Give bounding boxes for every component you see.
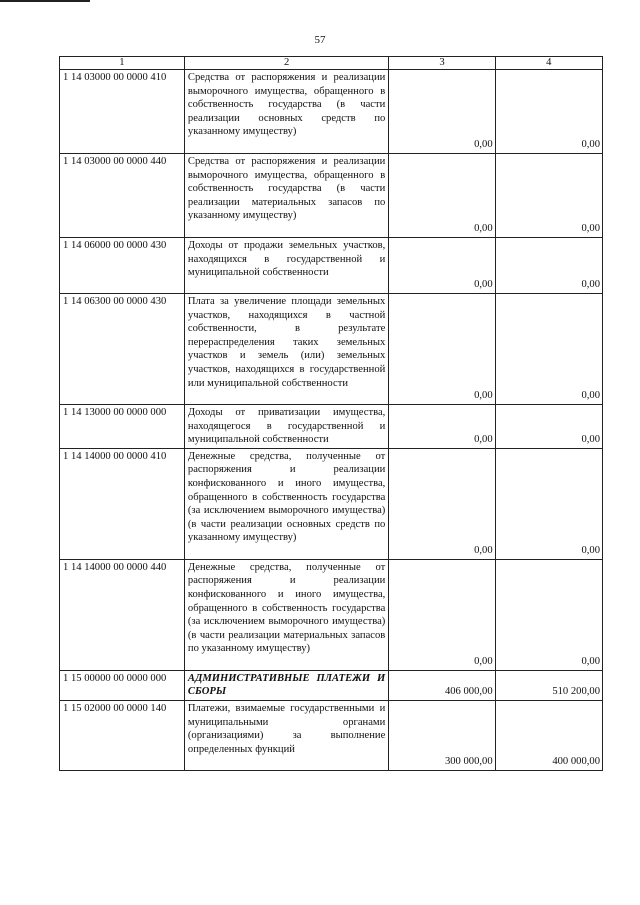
code-cell: 1 14 14000 00 0000 410	[60, 448, 185, 559]
description-cell: Денежные средства, полученные от распоряжения и реализации конфискованного и иного имущества, обращенного в собственность государства (за исключением выморочного имущества) (в части реализации основных средств по указанному имуществу)	[184, 448, 388, 559]
column-header: 2	[184, 57, 388, 70]
value-col3-cell: 0,00	[389, 405, 495, 449]
value-col3-cell: 0,00	[389, 70, 495, 154]
table-row	[60, 448, 603, 559]
value-col4-cell: 0,00	[495, 70, 602, 154]
value-col4-cell: 0,00	[495, 405, 602, 449]
code-cell: 1 14 03000 00 0000 440	[60, 154, 185, 238]
page-number: 57	[314, 34, 326, 46]
code-cell: 1 15 02000 00 0000 140	[60, 700, 185, 770]
table-row	[60, 559, 603, 670]
description-cell: Доходы от продажи земельных участков, находящихся в государственной и муниципальной собственности	[184, 238, 388, 294]
value-col4-cell: 0,00	[495, 238, 602, 294]
table-row	[60, 238, 603, 294]
table-row	[60, 700, 603, 770]
code-cell: 1 14 13000 00 0000 000	[60, 405, 185, 449]
value-col3-cell: 0,00	[389, 154, 495, 238]
code-cell: 1 15 00000 00 0000 000	[60, 670, 185, 700]
code-cell: 1 14 06000 00 0000 430	[60, 238, 185, 294]
value-col3-cell: 0,00	[389, 238, 495, 294]
value-col3-cell: 300 000,00	[389, 700, 495, 770]
description-cell: Плата за увеличение площади земельных участков, находящихся в частной собственности, в результате перераспределения таких земельных участков и земель (или) земельных участков, находящихся в государственной или муниципальной собственности	[184, 294, 388, 405]
code-cell: 1 14 06300 00 0000 430	[60, 294, 185, 405]
column-header: 4	[495, 57, 602, 70]
value-col4-cell: 400 000,00	[495, 700, 602, 770]
description-cell: Средства от распоряжения и реализации выморочного имущества, обращенного в собственность государства (в части реализации основных средств по указанному имуществу)	[184, 70, 388, 154]
revenue-table	[59, 56, 603, 771]
description-cell: Средства от распоряжения и реализации выморочного имущества, обращенного в собственность государства (в части реализации материальных запасов по указанному имуществу)	[184, 154, 388, 238]
table-row	[60, 70, 603, 154]
table-row	[60, 670, 603, 700]
top-rule	[0, 0, 90, 2]
table-row	[60, 405, 603, 449]
value-col4-cell: 0,00	[495, 559, 602, 670]
value-col4-cell: 0,00	[495, 294, 602, 405]
value-col4-cell: 0,00	[495, 154, 602, 238]
description-cell: АДМИНИСТРАТИВНЫЕ ПЛАТЕЖИ И СБОРЫ	[184, 670, 388, 700]
code-cell: 1 14 03000 00 0000 410	[60, 70, 185, 154]
column-header: 1	[60, 57, 185, 70]
value-col3-cell: 0,00	[389, 294, 495, 405]
header-row	[60, 57, 603, 70]
value-col3-cell: 0,00	[389, 559, 495, 670]
value-col3-cell: 0,00	[389, 448, 495, 559]
column-header: 3	[389, 57, 495, 70]
table-row	[60, 294, 603, 405]
code-cell: 1 14 14000 00 0000 440	[60, 559, 185, 670]
description-cell: Платежи, взимаемые государственными и муниципальными органами (организациями) за выполнение определенных функций	[184, 700, 388, 770]
description-cell: Денежные средства, полученные от распоряжения и реализации конфискованного и иного имущества, обращенного в собственность государства (за исключением выморочного имущества) (в части реализации материальных запасов по указанному имуществу)	[184, 559, 388, 670]
value-col4-cell: 510 200,00	[495, 670, 602, 700]
value-col4-cell: 0,00	[495, 448, 602, 559]
table-row	[60, 154, 603, 238]
description-cell: Доходы от приватизации имущества, находящегося в государственной и муниципальной собственности	[184, 405, 388, 449]
value-col3-cell: 406 000,00	[389, 670, 495, 700]
